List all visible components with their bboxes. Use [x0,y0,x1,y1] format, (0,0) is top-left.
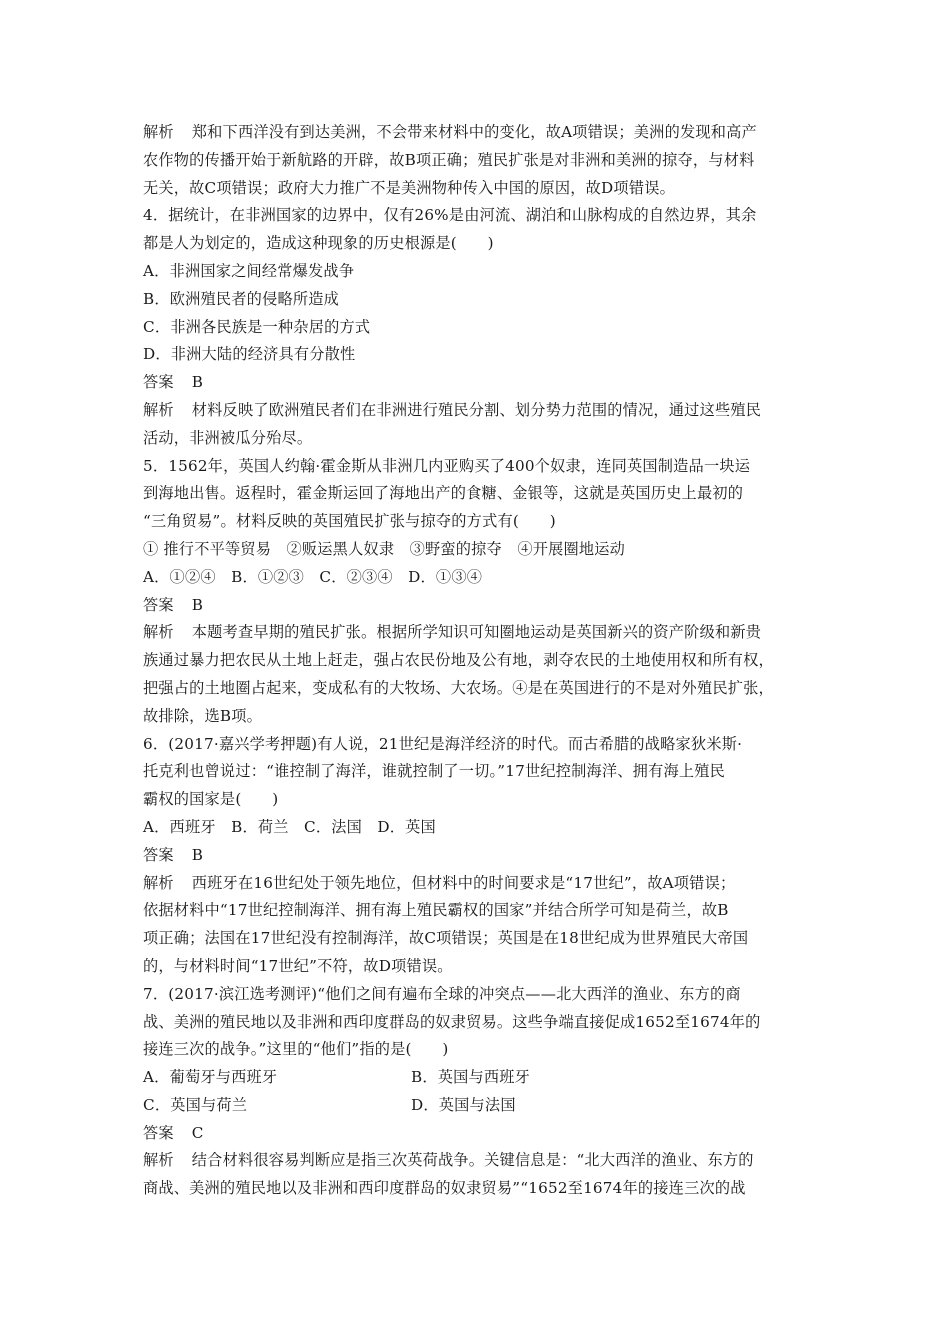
line-text: 6．(2017·嘉兴学考押题)有人说，21世纪是海洋经济的时代。而古希腊的战略家狄米斯· [143,734,743,753]
line-text: ① 推行不平等贸易 ②贩运黑人奴隶 ③野蛮的掠夺 ④开展圈地运动 [143,539,626,558]
line-text: 项正确；法国在17世纪没有控制海洋，故C项错误；英国是在18世纪成为世界殖民大帝国 [143,929,749,948]
answer-label: 答案 [143,845,174,864]
document-body [143,119,813,1203]
text-line [143,619,813,647]
line-text: 活动，非洲被瓜分殆尽。 [143,428,313,447]
option-row [143,1064,813,1092]
text-line [143,814,813,842]
line-text: B [191,373,204,392]
text-line [143,397,813,425]
text-line [143,703,813,731]
text-line [143,786,813,814]
text-line [143,175,813,203]
text-line [143,508,813,536]
text-line [143,1175,813,1203]
option-text: D．英国与法国 [411,1095,516,1114]
line-text: C．非洲各民族是一种杂居的方式 [143,317,371,336]
line-text: 的，与材料时间“17世纪”不符，故D项错误。 [143,956,453,975]
line-text: 战、美洲的殖民地以及非洲和西印度群岛的奴隶贸易。这些争端直接促成1652至1674年的 [143,1012,761,1031]
line-text: A．西班牙 B．荷兰 C．法国 D．英国 [143,817,436,836]
text-line [143,842,813,870]
line-text: 商战、美洲的殖民地以及非洲和西印度群岛的奴隶贸易”“1652至1674年的接连三次的战 [143,1179,746,1198]
line-text: 5．1562年，英国人约翰·霍金斯从非洲几内亚购买了400个奴隶，连同英国制造品一块运 [143,456,751,475]
text-line [143,564,813,592]
text-line [143,480,813,508]
text-line [143,119,813,147]
analysis-label: 解析 [143,623,174,642]
answer-label: 答案 [143,373,174,392]
text-line [143,731,813,759]
answer-label: 答案 [143,595,174,614]
line-text: 结合材料很容易判断应是指三次英荷战争。关键信息是：“北大西洋的渔业、东方的 [191,1151,754,1170]
text-line [143,453,813,481]
text-line [143,647,813,675]
line-text: 无关，故C项错误；政府大力推广不是美洲物种传入中国的原因，故D项错误。 [143,178,675,197]
text-line [143,758,813,786]
answer-label: 答案 [143,1123,174,1142]
line-text: B．欧洲殖民者的侵略所造成 [143,289,340,308]
text-line [143,258,813,286]
option-row [143,1092,813,1120]
text-line [143,286,813,314]
analysis-label: 解析 [143,123,174,141]
line-text: 接连三次的战争。”这里的“他们”指的是( ) [143,1040,449,1059]
line-text: D．非洲大陆的经济具有分散性 [143,345,356,364]
line-text: B [191,595,204,614]
line-text: “三角贸易”。材料反映的英国殖民扩张与掠夺的方式有( ) [143,512,556,531]
line-text: 到海地出售。返程时，霍金斯运回了海地出产的食糖、金银等，这就是英国历史上最初的 [143,484,744,503]
line-text: A．①②④ B．①②③ C．②③④ D．①③④ [143,567,483,586]
text-line [143,1036,813,1064]
text-line [143,425,813,453]
line-text: C [191,1123,204,1142]
text-line [143,675,813,703]
option-text: A．葡萄牙与西班牙 [143,1068,278,1087]
line-text: A．非洲国家之间经常爆发战争 [143,261,355,280]
text-line [143,1009,813,1037]
text-line [143,981,813,1009]
option-text: C．英国与荷兰 [143,1095,248,1114]
line-text: 本题考查早期的殖民扩张。根据所学知识可知圈地运动是英国新兴的资产阶级和新贵 [191,623,762,642]
line-text: 都是人为划定的，造成这种现象的历史根源是( ) [143,234,494,253]
text-line [143,147,813,175]
text-line [143,1120,813,1148]
line-text: 故排除，选B项。 [143,706,263,725]
line-text: 族通过暴力把农民从土地上赶走，强占农民份地及公有地，剥夺农民的土地使用权和所有权， [143,651,774,670]
line-text: B [191,845,204,864]
text-line [143,870,813,898]
line-text: 霸权的国家是( ) [143,790,279,809]
text-line [143,592,813,620]
text-line [143,341,813,369]
line-text: 农作物的传播开始于新航路的开辟，故B项正确；殖民扩张是对非洲和美洲的掠夺，与材料 [143,150,755,169]
analysis-label: 解析 [143,1151,174,1170]
line-text: 7．(2017·滨江选考测评)“他们之间有遍布全球的冲突点——北大西洋的渔业、东方的商 [143,984,741,1003]
text-line [143,897,813,925]
line-text: 托克利也曾说过：“谁控制了海洋，谁就控制了一切。”17世纪控制海洋、拥有海上殖民 [143,762,726,781]
option-text: B．英国与西班牙 [411,1068,531,1087]
analysis-label: 解析 [143,873,174,892]
text-line [143,230,813,258]
text-line [143,202,813,230]
text-line [143,925,813,953]
text-line [143,1147,813,1175]
line-text: 材料反映了欧洲殖民者们在非洲进行殖民分割、划分势力范围的情况，通过这些殖民 [191,400,762,419]
text-line [143,953,813,981]
line-text: 把强占的土地圈占起来，变成私有的大牧场、大农场。④是在英国进行的不是对外殖民扩张， [143,678,774,697]
line-text: 依据材料中“17世纪控制海洋、拥有海上殖民霸权的国家”并结合所学可知是荷兰，故B [143,901,729,920]
text-line [143,536,813,564]
line-text: 郑和下西洋没有到达美洲，不会带来材料中的变化，故A项错误；美洲的发现和高产 [191,123,757,141]
analysis-label: 解析 [143,400,174,419]
text-line [143,314,813,342]
line-text: 西班牙在16世纪处于领先地位，但材料中的时间要求是“17世纪”，故A项错误； [191,873,736,892]
line-text: 4．据统计，在非洲国家的边界中，仅有26%是由河流、湖泊和山脉构成的自然边界，其余 [143,206,757,225]
text-line [143,369,813,397]
